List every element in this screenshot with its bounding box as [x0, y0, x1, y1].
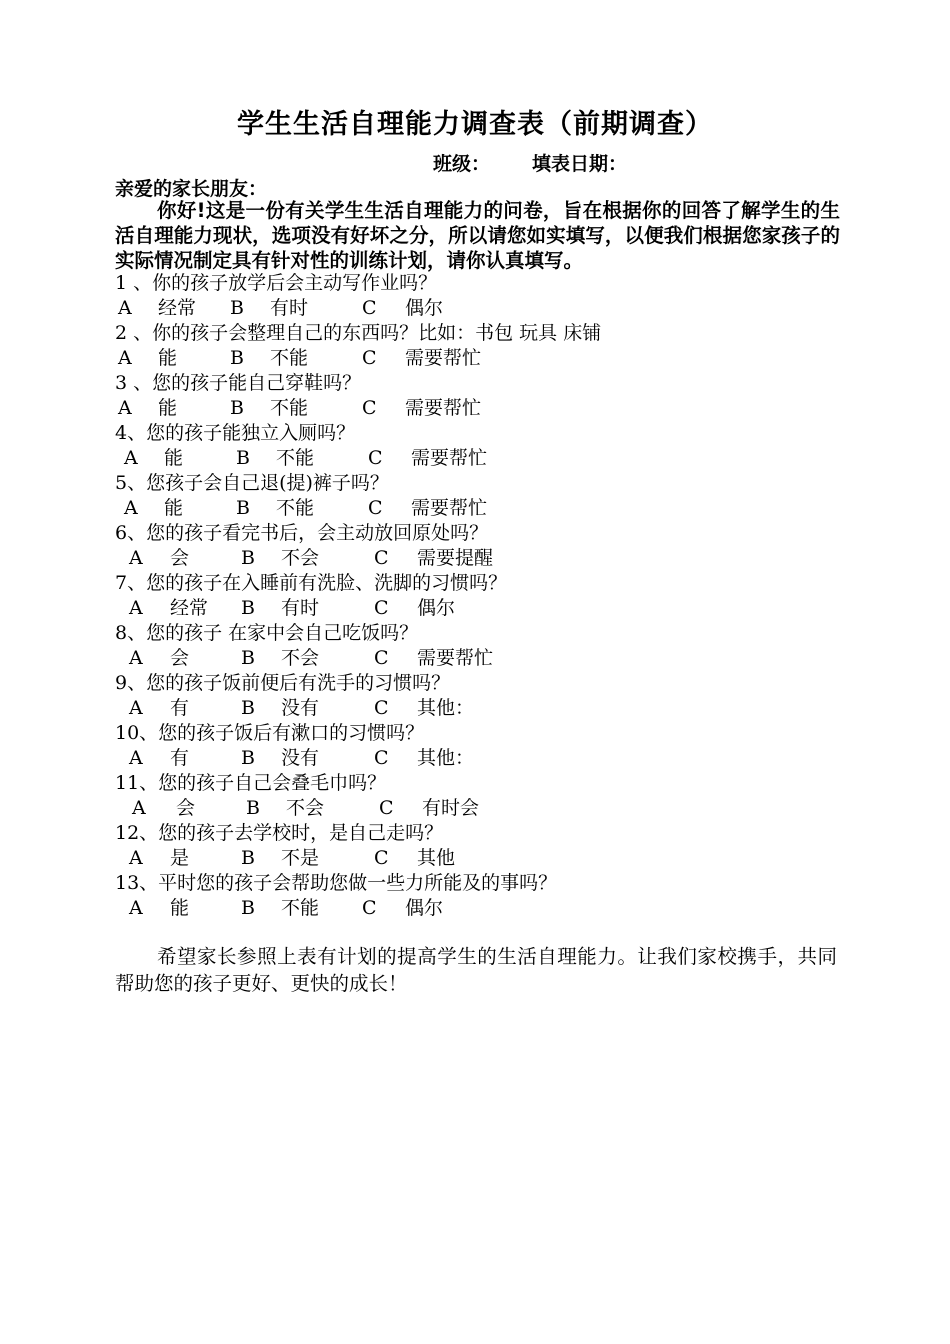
form-meta [433, 149, 627, 176]
question-text: 1 、你的孩子放学后会主动写作业吗？ [115, 272, 438, 294]
option-letter[interactable]: A [129, 547, 143, 569]
option-letter[interactable]: B [230, 297, 244, 319]
option-label[interactable]: 没有 [281, 747, 320, 769]
option-label[interactable]: 是 [170, 847, 190, 869]
option-label[interactable]: 其他 [417, 847, 456, 869]
option-label[interactable]: 不能 [276, 497, 315, 519]
option-letter[interactable]: A [124, 447, 138, 469]
option-letter[interactable]: C [368, 447, 383, 469]
option-letter[interactable]: B [241, 747, 255, 769]
option-label[interactable]: 能 [158, 347, 178, 369]
option-letter[interactable]: B [241, 647, 255, 669]
option-label[interactable]: 偶尔 [417, 597, 456, 619]
option-letter[interactable]: A [129, 847, 143, 869]
option-label[interactable]: 经常 [170, 597, 209, 619]
option-label[interactable]: 不能 [270, 347, 309, 369]
option-label[interactable]: 有时 [270, 297, 309, 319]
option-letter[interactable]: B [236, 497, 250, 519]
option-letter[interactable]: B [230, 347, 244, 369]
option-letter[interactable]: C [374, 547, 389, 569]
option-letter[interactable]: A [118, 297, 132, 319]
option-letter[interactable]: B [236, 447, 250, 469]
option-label[interactable]: 不能 [270, 397, 309, 419]
question-text: 13、平时您的孩子会帮助您做一些力所能及的事吗？ [115, 872, 558, 894]
question-text: 4、您的孩子能独立入厕吗？ [115, 422, 356, 444]
option-label[interactable]: 能 [164, 447, 184, 469]
question-text: 11、您的孩子自己会叠毛巾吗？ [115, 772, 387, 794]
option-label[interactable]: 不会 [281, 647, 320, 669]
option-letter[interactable]: B [230, 397, 244, 419]
option-label[interactable]: 需要提醒 [417, 547, 494, 569]
option-letter[interactable]: C [374, 847, 389, 869]
option-label[interactable]: 需要帮忙 [417, 647, 494, 669]
option-label[interactable]: 需要帮忙 [405, 397, 482, 419]
question-text: 5、您孩子会自己退(提)裤子吗？ [115, 472, 389, 494]
option-label[interactable]: 会 [170, 647, 190, 669]
intro-paragraph: 你好!这是一份有关学生生活自理能力的问卷，旨在根据你的回答了解学生的生活自理能力现状，选项没有好坏之分，所以请您如实填写，以便我们根据您家孩子的实际情况制定具有针对性的训练计划，请你认真填写。 [115, 199, 840, 272]
option-label[interactable]: 有时会 [422, 797, 480, 819]
option-label[interactable]: 能 [170, 897, 190, 919]
option-letter[interactable]: A [124, 497, 138, 519]
class-label: 班级： [433, 153, 491, 175]
option-letter[interactable]: A [132, 797, 146, 819]
option-letter[interactable]: A [118, 347, 132, 369]
option-label[interactable]: 偶尔 [405, 897, 444, 919]
option-letter[interactable]: A [129, 897, 143, 919]
page-title: 学生生活自理能力调查表（前期调查） [237, 109, 713, 140]
option-letter[interactable]: C [374, 647, 389, 669]
option-letter[interactable]: A [118, 397, 132, 419]
option-letter[interactable]: C [362, 297, 377, 319]
question-text: 12、您的孩子去学校时，是自己走吗？ [115, 822, 444, 844]
option-letter[interactable]: C [379, 797, 394, 819]
option-label[interactable]: 经常 [158, 297, 197, 319]
option-letter[interactable]: B [241, 897, 255, 919]
option-letter[interactable]: A [129, 747, 143, 769]
option-label[interactable]: 偶尔 [405, 297, 444, 319]
question-text: 3 、您的孩子能自己穿鞋吗？ [115, 372, 362, 394]
option-letter[interactable]: C [362, 347, 377, 369]
question-text: 10、您的孩子饭后有漱口的习惯吗？ [115, 722, 425, 744]
option-label[interactable]: 不会 [281, 547, 320, 569]
option-label[interactable]: 会 [170, 547, 190, 569]
option-letter[interactable]: C [374, 697, 389, 719]
question-text: 6、您的孩子看完书后，会主动放回原处吗？ [115, 522, 489, 544]
question-text: 8、您的孩子 在家中会自己吃饭吗？ [115, 622, 419, 644]
option-label[interactable]: 有 [170, 697, 190, 719]
greeting: 亲爱的家长朋友： [115, 178, 268, 200]
question-text: 7、您的孩子在入睡前有洗脸、洗脚的习惯吗？ [115, 572, 508, 594]
option-letter[interactable]: C [362, 397, 377, 419]
option-label[interactable]: 不能 [281, 897, 320, 919]
date-label: 填表日期： [532, 153, 628, 175]
option-letter[interactable]: B [246, 797, 260, 819]
option-letter[interactable]: A [129, 647, 143, 669]
question-text: 2 、你的孩子会整理自己的东西吗？比如：书包 玩具 床铺 [115, 322, 602, 344]
option-letter[interactable]: B [241, 547, 255, 569]
option-letter[interactable]: C [374, 597, 389, 619]
option-label[interactable]: 能 [164, 497, 184, 519]
option-letter[interactable]: B [241, 847, 255, 869]
option-label[interactable]: 不是 [281, 847, 320, 869]
option-label[interactable]: 会 [176, 797, 196, 819]
option-label[interactable]: 需要帮忙 [405, 347, 482, 369]
option-label[interactable]: 没有 [281, 697, 320, 719]
closing-paragraph: 希望家长参照上表有计划的提高学生的生活自理能力。让我们家校携手，共同帮助您的孩子更好、更快的成长！ [115, 945, 837, 995]
question-text: 9、您的孩子饭前便后有洗手的习惯吗？ [115, 672, 451, 694]
option-letter[interactable]: C [362, 897, 377, 919]
option-letter[interactable]: A [129, 597, 143, 619]
option-label[interactable]: 有 [170, 747, 190, 769]
option-label[interactable]: 需要帮忙 [411, 497, 488, 519]
option-letter[interactable]: C [368, 497, 383, 519]
option-label[interactable]: 其他： [417, 747, 475, 769]
option-label[interactable]: 能 [158, 397, 178, 419]
option-label[interactable]: 有时 [281, 597, 320, 619]
option-label[interactable]: 不能 [276, 447, 315, 469]
option-label[interactable]: 其他： [417, 697, 475, 719]
option-label[interactable]: 需要帮忙 [411, 447, 488, 469]
option-letter[interactable]: C [374, 747, 389, 769]
option-letter[interactable]: B [241, 697, 255, 719]
option-letter[interactable]: A [129, 697, 143, 719]
option-label[interactable]: 不会 [286, 797, 325, 819]
option-letter[interactable]: B [241, 597, 255, 619]
